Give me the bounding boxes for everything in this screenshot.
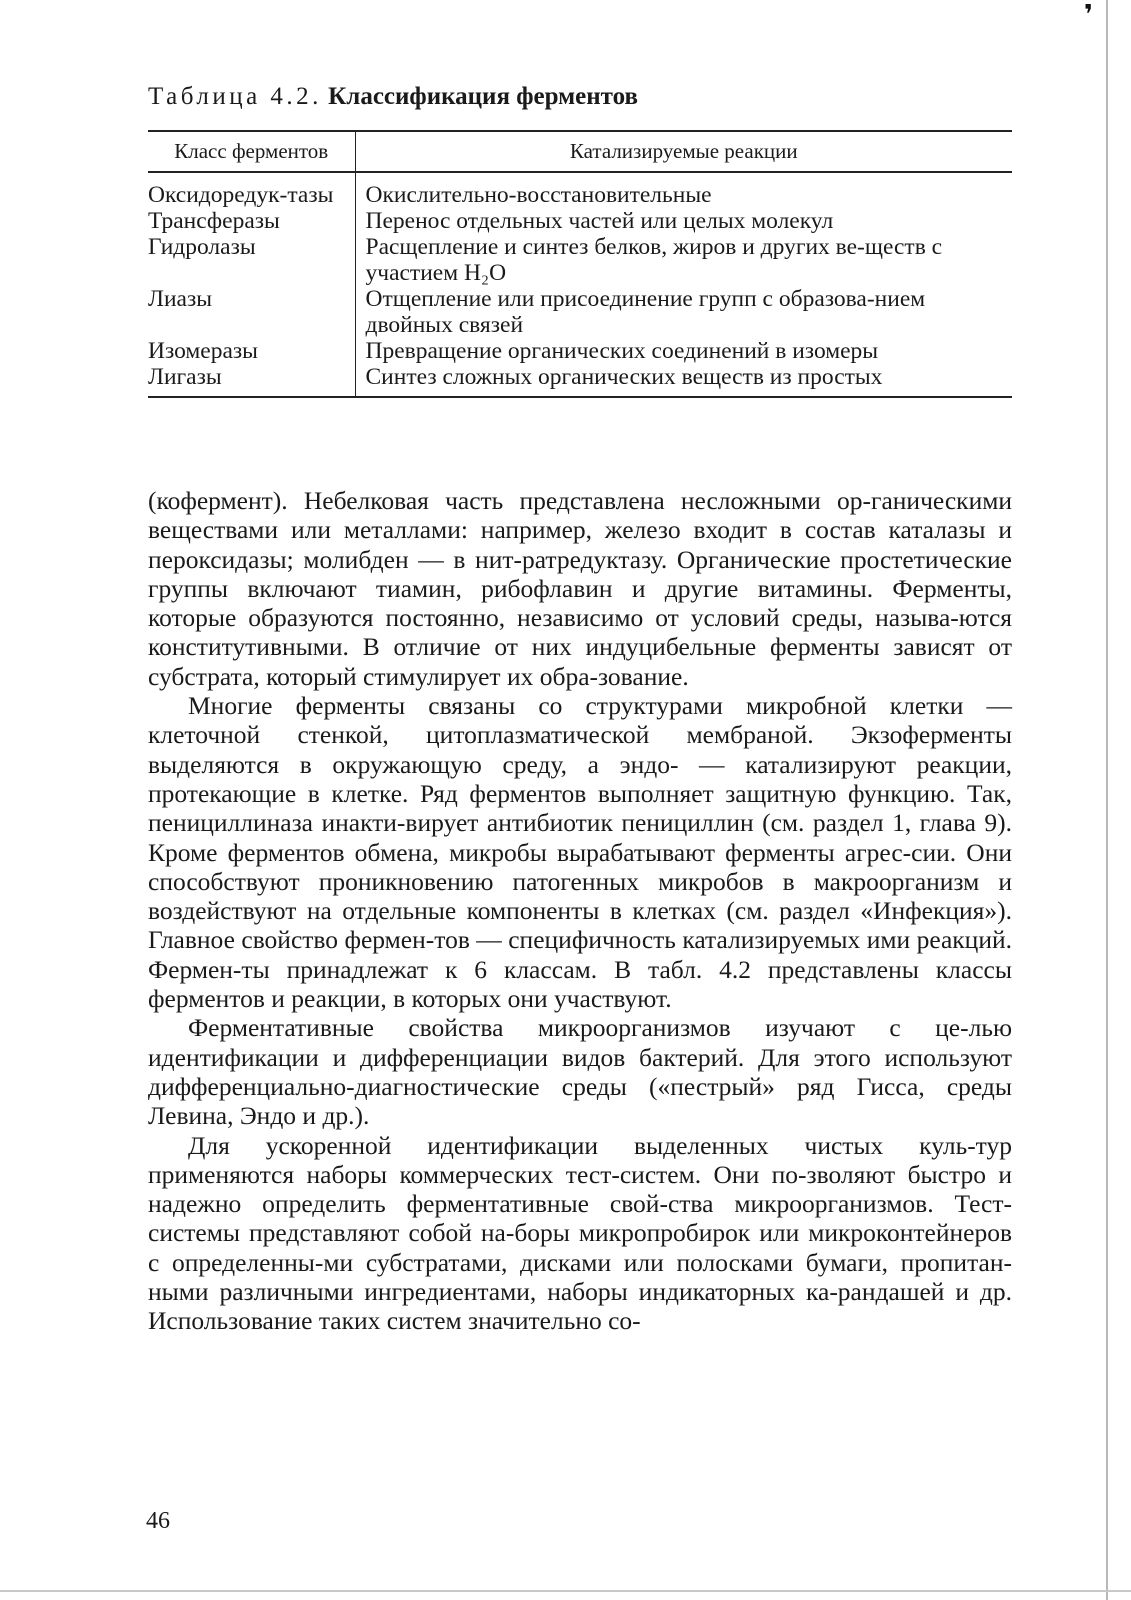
table-caption	[148, 82, 638, 112]
page-number: 46	[146, 1508, 170, 1534]
reaction-cell: Окислительно-восстановительные	[365, 182, 712, 208]
enzyme-class-cell: Трансферазы	[148, 208, 355, 234]
reaction-cell: Перенос отдельных частей или целых молекул	[365, 208, 834, 234]
scan-edge-bottom	[0, 1590, 1131, 1592]
table-caption-label: Таблица 4.2.	[148, 83, 322, 110]
paragraph: Ферментативные свойства микроорганизмов изучают с це-лью идентификации и дифференциации видов бактерий. Для этого используют дифференциально-диагностические среды («пестрый» ряд Гисса, среды Левина, Эндо и др.).	[148, 1013, 1012, 1131]
corner-mark-icon: ❜	[1084, 0, 1094, 30]
enzyme-class-cell: Гидролазы	[148, 234, 355, 286]
enzyme-class-cell: Лиазы	[148, 286, 355, 338]
paragraph: (кофермент). Небелковая часть представлена несложными ор-ганическими веществами или металлами: например, железо входит в состав каталазы и пероксидазы; молибден — в нит-ратредуктазу. Органические простетические группы включают тиамин, рибофлавин и другие витамины. Ферменты, которые образуются постоянно, независимо от условий среды, называ-ются конститутивными. В отличие от них индуцибельные ферменты зависят от субстрата, который стимулирует их обра-зование.	[148, 486, 1012, 691]
table-row	[148, 208, 1012, 234]
paragraph: Для ускоренной идентификации выделенных чистых куль-тур применяются наборы коммерческих тест-систем. Они по-зволяют быстро и надежно определить ферментативные свой-ства микроорганизмов. Тест-системы представляют собой на-боры микропробирок или микроконтейнеров с определенны-ми субстратами, дисками или полосками бумаги, пропитан-ными различными ингредиентами, наборы индикаторных ка-рандашей и др. Использование таких систем значительно со-	[148, 1130, 1012, 1336]
reaction-cell: Синтез сложных органических веществ из простых	[355, 364, 1012, 397]
scan-edge-right	[1106, 0, 1108, 1600]
enzyme-class-cell: Лигазы	[148, 364, 355, 397]
enzyme-class-cell: Изомеразы	[148, 338, 355, 364]
table-row	[148, 234, 1012, 286]
paragraph: Многие ферменты связаны со структурами микробной клетки — клеточной стенкой, цитоплазматической мембраной. Экзоферменты выделяются в окружающую среду, а эндо- — катализируют реакции, протекающие в клетке. Ряд ферментов выполняет защитную функцию. Так, пенициллиназа инакти-вирует антибиотик пенициллин (см. раздел 1, глава 9). Кроме ферментов обмена, микробы вырабатывают ферменты агрес-сии. Они способствуют проникновению патогенных микробов в макроорганизм и воздействуют на отдельные компоненты в клетках (см. раздел «Инфекция»). Главное свойство фермен-тов — специфичность катализируемых ими реакций. Фермен-ты принадлежат к 6 классам. В табл. 4.2 представлены классы ферментов и реакции, в которых они участвуют.	[148, 691, 1012, 1014]
table-caption-title: Классификация ферментов	[328, 83, 639, 110]
table-row	[148, 364, 1012, 397]
reaction-cell: Превращение органических соединений в изомеры	[365, 338, 879, 364]
table-row	[148, 338, 1012, 364]
table-header-row	[148, 131, 1012, 172]
reaction-cell: Расщепление и синтез белков, жиров и других ве-ществ с участием H₂O	[365, 234, 943, 286]
enzyme-class-name: Оксидоредук-тазы	[148, 182, 334, 208]
column-header-class: Класс ферментов	[148, 131, 355, 172]
column-header-reactions: Катализируемые реакции	[355, 131, 1012, 172]
enzyme-class-cell	[148, 172, 355, 208]
table-row	[148, 172, 1012, 208]
reaction-cell: Отщепление или присоединение групп с образова-нием двойных связей	[365, 286, 926, 338]
table-row	[148, 286, 1012, 338]
enzyme-classification-table	[148, 130, 1012, 398]
body-text	[148, 486, 1012, 1336]
